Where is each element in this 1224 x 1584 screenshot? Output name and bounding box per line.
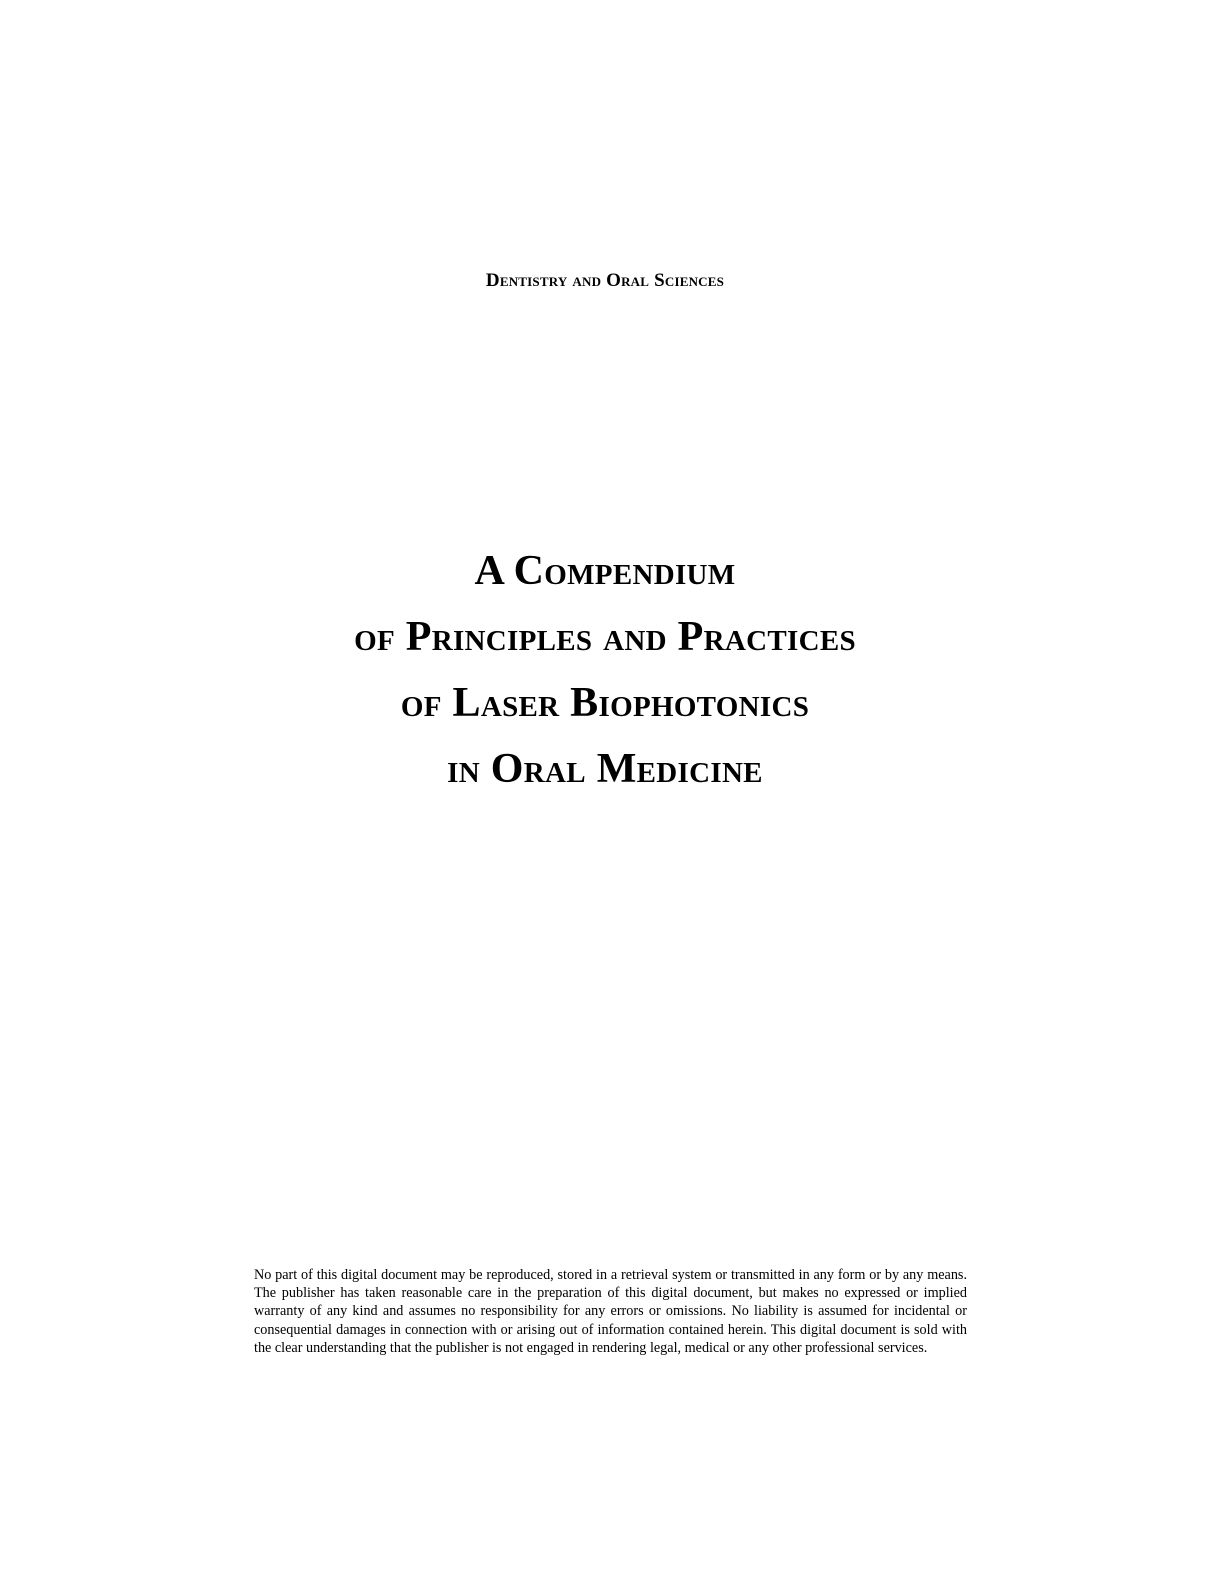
book-title bbox=[0, 538, 1210, 802]
title-line-4: in Oral Medicine bbox=[447, 746, 763, 792]
title-line-1: A Compendium bbox=[474, 548, 736, 594]
title-line-2: of Principles and Practices bbox=[354, 614, 856, 660]
title-line-3: of Laser Biophotonics bbox=[400, 680, 810, 726]
copyright-disclaimer: No part of this digital document may be reproduced, stored in a retrieval system or transmitted in any form or by any means. The publisher has taken reasonable care in the preparation of this digital document, but makes no expressed or implied warranty of any kind and assumes no responsibility for any errors or omissions. No liability is assumed for incidental or consequential damages in connection with or arising out of information contained herein. This digital document is sold with the clear understanding that the publisher is not engaged in rendering legal, medical or any other professional services. bbox=[254, 1267, 967, 1356]
series-heading: Dentistry and Oral Sciences bbox=[485, 270, 725, 291]
